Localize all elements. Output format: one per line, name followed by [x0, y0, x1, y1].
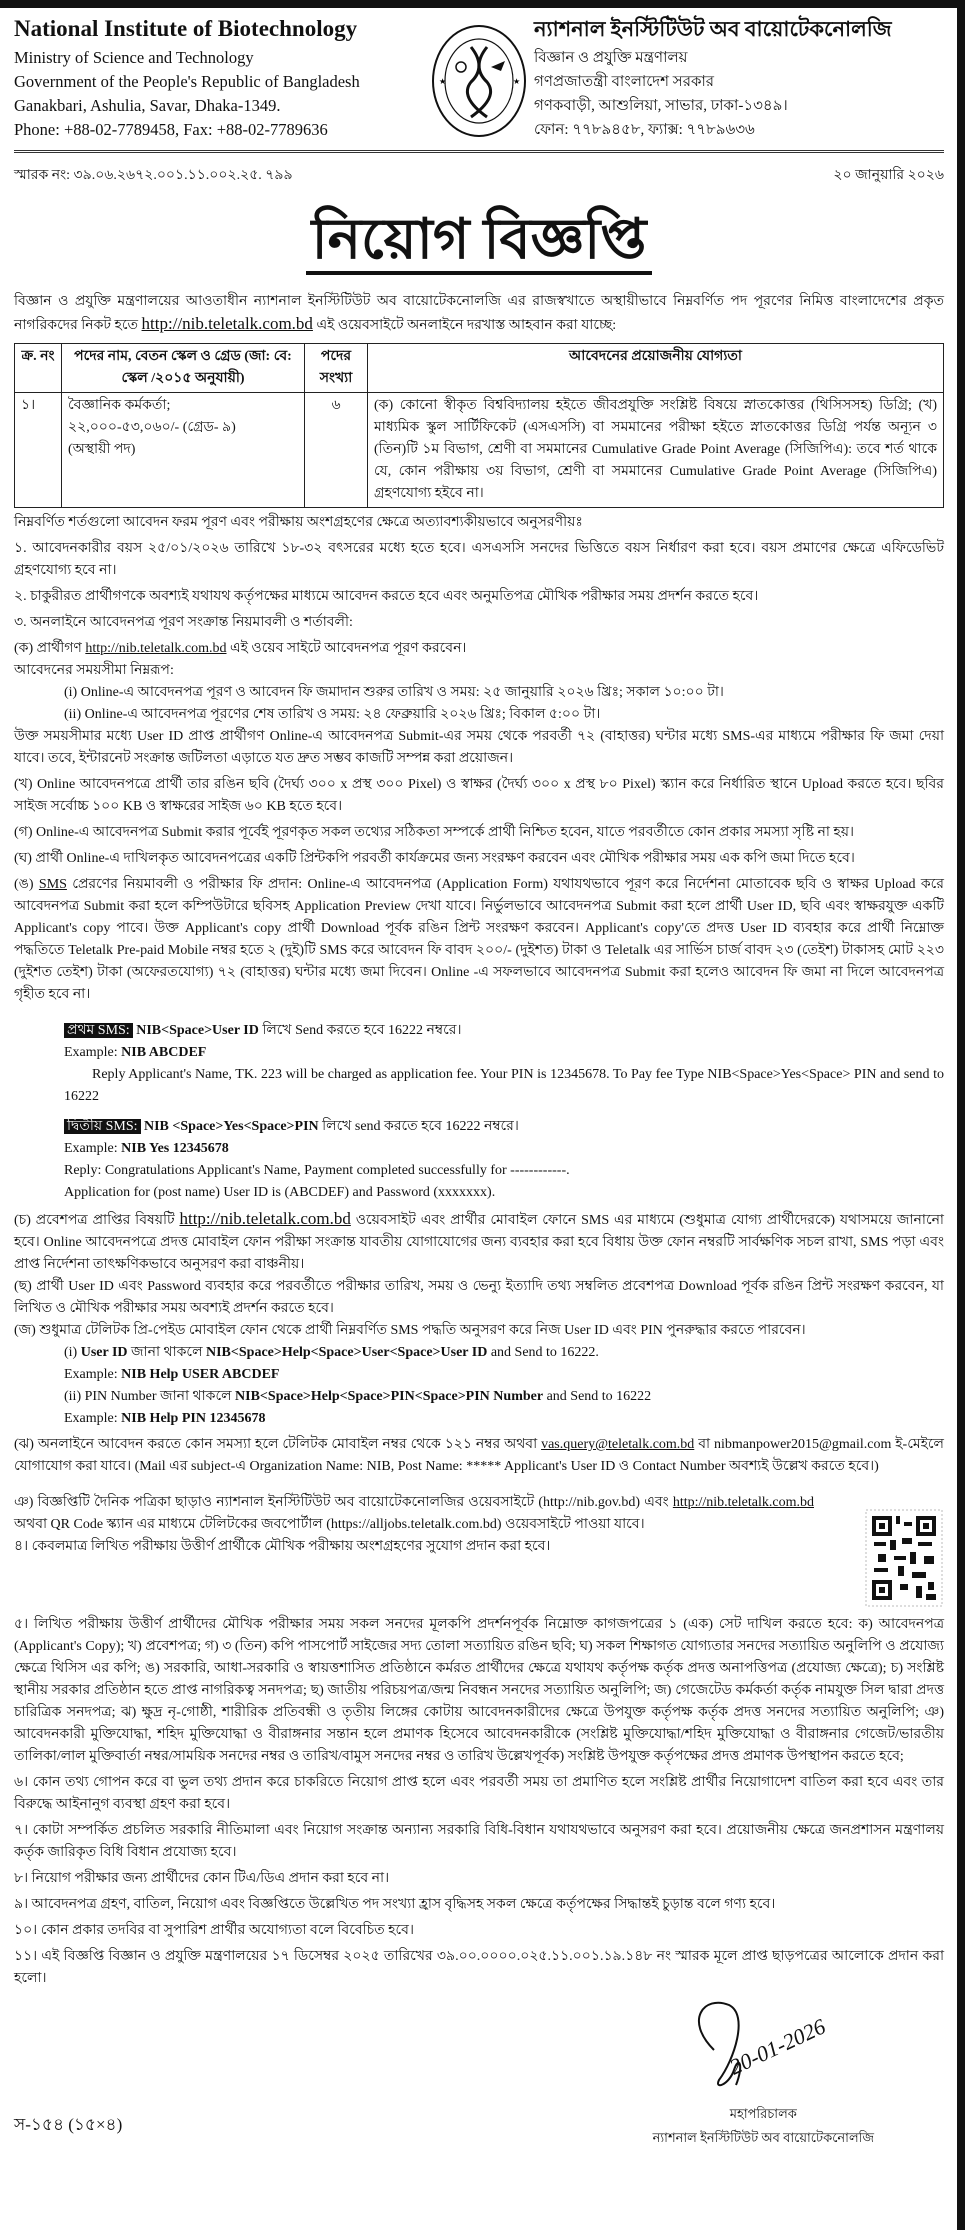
signatory-designation: মহাপরিচালক: [729, 2106, 797, 2121]
post-scale: ২২,০০০-৫৩,০৬০/- (গ্রেড- ৯): [68, 420, 236, 435]
intro-paragraph: [14, 291, 944, 337]
second-sms-reply: Reply: Congratulations Applicant's Name, Payment completed successfully for ------------.: [64, 1163, 570, 1178]
signature-date: 20-01-2026: [725, 2013, 830, 2080]
col-post: পদের নাম, বেতন স্কেল ও গ্রেড (জা: বে: স্কেল /২০১৫ অনুযায়ী): [62, 344, 305, 393]
qr-section: [14, 1492, 944, 1614]
condition-11: ১১। এই বিজ্ঞপ্তি বিজ্ঞান ও প্রযুক্তি মন্ত্রণালয়ের ১৭ ডিসেম্বর ২০২৫ তারিখের ৩৯.০০.০০০০.০২৫.১১.০০১.১৯.১৪৮ নং স্মারক মূলে প্রাপ্ত ছাড়পত্রের আলোকে প্রদান করা হলো।: [14, 1949, 944, 1986]
condition-3j: [14, 1492, 814, 1536]
nib-logo-seal: [429, 22, 529, 140]
org-name-bn: ন্যাশনাল ইনস্টিটিউট অব বায়োটেকনোলজি: [534, 17, 892, 41]
scan-border-top: [0, 0, 965, 8]
help-i-prefix: (i): [64, 1345, 81, 1360]
first-sms-command: NIB<Space>User ID: [132, 1023, 259, 1038]
c3i-text: (ঝ) অনলাইনে আবেদন করতে কোন সমস্যা হলে টেলিটক মোবাইল নম্বর থেকে ১২১ নম্বর অথবা: [14, 1437, 542, 1452]
cell-count: ৬: [305, 393, 368, 508]
example-label: Example:: [64, 1411, 122, 1426]
help-i-suffix: and Send to 16222.: [487, 1345, 599, 1360]
col-qualification: আবেদনের প্রয়োজনীয় যোগ্যতা: [368, 344, 944, 393]
condition-3f: [14, 1208, 944, 1276]
intro-text-end: এই ওয়েবসাইটে অনলাইনে দরখাস্ত আহবান করা যাচ্ছে:: [312, 318, 617, 333]
table-row: [15, 393, 944, 508]
first-sms-text: লিখে Send করতে হবে 16222 নম্বরে।: [258, 1023, 462, 1038]
deadline-start: (i) Online-এ আবেদনপত্র পূরণ ও আবেদন ফি জমাদান শুরুর তারিখ ও সময়: ২৫ জানুয়ারি ২০২৬ খ্রিঃ; সকাল ১০:০০ টা।: [64, 685, 724, 700]
help-example-1-value: NIB Help USER ABCDEF: [121, 1367, 280, 1382]
first-sms-reply: Reply Applicant's Name, TK. 223 will be charged as application fee. Your PIN is 12345678. To Pay fee Type NIB<Space>Yes<Space> PIN and send to 16222: [64, 1067, 944, 1104]
example-label: Example:: [64, 1141, 122, 1156]
ministry-en: Ministry of Science and Technology: [14, 48, 254, 67]
government-bn: গণপ্রজাতন্ত্রী বাংলাদেশ সরকার: [534, 74, 715, 90]
memo-number: স্মারক নং: ৩৯.০৬.২৬৭২.০০১.১১.০০২.২৫. ৭৯৯: [14, 168, 293, 183]
condition-2: ২. চাকুরীরত প্রার্থীগণকে অবশ্যই যথাযথ কর্তৃপক্ষের মাধ্যমে আবেদন করতে হবে এবং অনুমতিপত্র মৌখিক পরীক্ষার সময় প্রদর্শন করতে হবে।: [14, 589, 759, 604]
sms-first-block: [14, 1020, 944, 1108]
c3e-prefix: (ঙ): [14, 877, 39, 892]
condition-4: ৪। কেবলমাত্র লিখিত পরীক্ষায় উত্তীর্ণ প্রার্থীকে মৌখিক পরীক্ষায় অংশগ্রহণের সুযোগ প্রদান করা হবে।: [14, 1539, 551, 1554]
second-sms-reply-credentials: Application for (post name) User ID is (ABCDEF) and Password (xxxxxxx).: [64, 1185, 496, 1200]
scan-border-right: [957, 0, 965, 2230]
header-divider: [14, 150, 944, 153]
c3f-text: (চ) প্রবেশপত্র প্রাপ্তির বিষয়টি: [14, 1213, 180, 1228]
condition-3i: [14, 1434, 944, 1478]
org-name-en: National Institute of Biotechnology: [14, 16, 358, 41]
example-label: Example:: [64, 1367, 122, 1382]
first-sms-tag: প্রথম SMS:: [64, 1023, 133, 1038]
help-ii-suffix: and Send to 16222: [543, 1389, 652, 1404]
job-circular: [14, 14, 945, 2145]
help-ii-command: NIB<Space>Help<Space>PIN<Space>PIN Number: [235, 1389, 544, 1404]
help-i-mid: জানা থাকলে: [127, 1345, 206, 1360]
c3a-text: (ক) প্রার্থীগণ: [14, 641, 86, 656]
teletalk-link[interactable]: http://nib.teletalk.com.bd: [85, 641, 227, 656]
cell-post: [62, 393, 305, 508]
help-user-id: [14, 1342, 944, 1364]
footer-code: স-১৫৪ (১৫×৪): [14, 2115, 123, 2134]
intro-text: বিজ্ঞান ও প্রযুক্তি মন্ত্রণালয়ের আওতাধীন ন্যাশনাল ইনস্টিটিউট অব বায়োটেকনোলজি এর রাজস্বখাতে অস্থায়ীভাবে নিম্নবর্ণিত পদ পূরণের নিমিত্ত বাংলাদেশের প্রকৃত নাগরিকদের নিকট হতে: [14, 294, 944, 333]
second-sms-tag: দ্বিতীয় SMS:: [64, 1119, 141, 1134]
help-i-command: NIB<Space>Help<Space>User<Space>User ID: [206, 1345, 488, 1360]
conditions-intro: নিম্নবর্ণিত শর্তগুলো আবেদন ফরম পূরণ এবং পরীক্ষায় অংশগ্রহণের ক্ষেত্রে অত্যাবশ্যকীয়ভাবে অনুসরণীয়ঃ: [14, 515, 583, 530]
page-title: নিয়োগ বিজ্ঞপ্তি: [306, 209, 653, 275]
condition-5: ৫। লিখিত পরীক্ষায় উত্তীর্ণ প্রার্থীদের মৌখিক পরীক্ষার সময় সকল সনদের মূলকপি প্রদর্শনপূর্বক নিম্নোক্ত কাগজপত্রের ১ (এক) সেট দাখিল করতে হবে: ক) আবেদনপত্র (Applicant's Copy); খ) প্রবেশপত্র; গ) ৩ (তিন) কপি পাসপোর্ট সাইজের সদ্য তোলা সত্যায়িত রঙিন ছবি; ঘ) সকল শিক্ষাগত যোগ্যতার সনদের সত্যায়িত অনুলিপি ও প্রযোজ্য ক্ষেত্রে থিসিস এর কপি; ঙ) সরকারি, আধা-সরকারি ও স্বায়ত্তশাসিত প্রতিষ্ঠানে কর্মরত প্রার্থীদের ক্ষেত্রে যথাযথ কর্তৃপক্ষ কর্তৃক প্রদত্ত অনাপত্তিপত্র (প্রযোজ্য ক্ষেত্রে); চ) সংশ্লিষ্ট স্থানীয় সরকার প্রতিষ্ঠান হতে প্রাপ্ত নাগরিকত্ব সনদপত্র; ছ) জাতীয় পরিচয়পত্র/জন্ম নিবন্ধন সনদের সত্যায়িত অনুলিপি; জ) গেজেটেড কর্মকর্তা কর্তৃক নামযুক্ত সিল দ্বারা প্রদত্ত চারিত্রিক সনদপত্র; ঝ) ক্ষুদ্র নৃ-গোষ্ঠী, শারীরিক প্রতিবন্ধী ও তৃতীয় লিঙ্গের কোটায় আবেদনকারীদের ক্ষেত্রে উপযুক্ত কর্তৃপক্ষ কর্তৃক প্রদত্ত সনদের সত্যায়িত অনুলিপি; ঞ) আবেদনকারী মুক্তিযোদ্ধা, শহিদ মুক্তিযোদ্ধা ও বীরাঙ্গনার সন্তান হলে প্রমাণক হিসেবে আবেদনকারীকে (সংশ্লিষ্ট মুক্তিযোদ্ধা/শহিদ মুক্তিযোদ্ধা ও বীরাঙ্গনার গেজেট/ভারতীয় তালিকা/লাল মুক্তিবার্তা নম্বর/সাময়িক সনদের নম্বর ও তারিখ/বামুস সনদের নম্বর ও তারিখ উল্লেখপূর্বক) সংশ্লিষ্ট উপযুক্ত কর্তৃপক্ষের প্রদত্ত প্রমাণক উপস্থাপন করতে হবে;: [14, 1617, 944, 1764]
memo-row: [14, 159, 944, 191]
table-header-row: [15, 344, 944, 393]
memo-date: ২০ জানুয়ারি ২০২৬: [833, 168, 944, 183]
vas-query-email-link[interactable]: vas.query@teletalk.com.bd: [541, 1437, 695, 1452]
deadline-label: আবেদনের সময়সীমা নিম্নরূপ:: [14, 663, 174, 678]
post-type: (অস্থায়ী পদ): [68, 442, 136, 457]
first-sms-example: NIB ABCDEF: [121, 1045, 207, 1060]
svg-text:★: ★: [439, 77, 447, 86]
c3a-text-end: এই ওয়েব সাইটে আবেদনপত্র পূরণ করবেন।: [226, 641, 467, 656]
c3f-text-end: ওয়েবসাইট এবং প্রার্থীর মোবাইল ফোনে SMS এর মাধ্যমে (শুধুমাত্র যোগ্য প্রার্থীদেরকে) যথাসময়ে জানানো হবে। Online আবেদনপত্রে প্রদত্ত মোবাইল ফোন পরীক্ষা সংক্রান্ত যাবতীয় যোগাযোগের জন্য ব্যবহার করা হবে বিধায় উক্ত ফোন নম্বরটি সার্বক্ষণিক সচল রাখা, SMS পড়া এবং প্রাপ্ত নির্দেশনা তাৎক্ষণিকভাবে অনুসরণ করা বাঞ্চনীয়।: [14, 1213, 944, 1272]
condition-9: ৯। আবেদনপত্র গ্রহণ, বাতিল, নিয়োগ এবং বিজ্ঞপ্তিতে উল্লেখিত পদ সংখ্যা হ্রাস বৃদ্ধিসহ সকল ক্ষেত্রে কর্তৃপক্ষের সিদ্ধান্তই চুড়ান্ত বলে গণ্য হবে।: [14, 1897, 776, 1912]
teletalk-link[interactable]: http://nib.teletalk.com.bd: [179, 1209, 351, 1228]
address-bn: গণকবাড়ী, আশুলিয়া, সাভার, ঢাকা-১৩৪৯।: [534, 98, 788, 114]
c3j-text: ঞ) বিজ্ঞপ্তিটি দৈনিক পত্রিকা ছাড়াও ন্যাশনাল ইনস্টিটিউট অব বায়োটেকনোলজির ওয়েবসাইটে (http://nib.gov.bd) এবং: [14, 1495, 673, 1510]
phone-en: Phone: +88-02-7789458, Fax: +88-02-7789636: [14, 120, 328, 139]
condition-3h: (জ) শুধুমাত্র টেলিটক প্রি-পেইড মোবাইল ফোন থেকে প্রার্থী নিম্নবর্ণিত SMS পদ্ধতি অনুসরণ করে নিজ User ID এবং PIN পুনরুদ্ধার করতে পারবেন।: [14, 1323, 806, 1338]
handwritten-signature: [674, 1990, 854, 2100]
ministry-bn: বিজ্ঞান ও প্রযুক্তি মন্ত্রণালয়: [534, 50, 688, 66]
help-example-2-value: NIB Help PIN 12345678: [121, 1411, 266, 1426]
example-label: Example:: [64, 1045, 122, 1060]
c3i-text-end: বা nibmanpower2015@gmail.com ই-মেইলে যোগাযোগ করা যাবে। (Mail এর subject-এ Organization Name: NIB, Post Name: ***** Applicant's User ID ও Contact Number অবশ্যই উল্লেখ করতে হবে।): [14, 1437, 944, 1474]
qr-code-icon[interactable]: [864, 1502, 944, 1614]
condition-10: ১০। কোন প্রকার তদবির বা সুপারিশ প্রার্থীর অযোগ্যতা বলে বিবেচিত হবে।: [14, 1923, 414, 1938]
letterhead: [14, 14, 944, 146]
post-name: বৈজ্ঞানিক কর্মকর্তা;: [68, 398, 171, 413]
cell-serial: ১।: [15, 393, 62, 508]
second-sms-example: NIB Yes 12345678: [121, 1141, 229, 1156]
help-pin: [14, 1386, 944, 1408]
sms-second-block: [14, 1116, 944, 1204]
government-en: Government of the People's Republic of Bangladesh: [14, 72, 360, 91]
condition-3e: [14, 874, 944, 1006]
fee-note: উক্ত সময়সীমার মধ্যে User ID প্রাপ্ত প্রার্থীগণ Online-এ আবেদনপত্র Submit-এর সময় থেকে পরবর্তী ৭২ (বাহাত্তর) ঘন্টার মধ্যে SMS-এর মাধ্যমে পরীক্ষার ফি জমা দেয়া যাবে। তবে, ইন্টারনেট সংক্রান্ত জটিলতা এড়াতে যত দ্রুত সম্ভব কাজটি সম্পন্ন করা প্রয়োজন।: [14, 729, 944, 766]
letterhead-bangla: [534, 14, 944, 142]
col-count: পদের সংখ্যা: [305, 344, 368, 393]
teletalk-link[interactable]: http://nib.teletalk.com.bd: [672, 1495, 814, 1510]
col-serial: ক্র. নং: [15, 344, 62, 393]
address-en: Ganakbari, Ashulia, Savar, Dhaka-1349.: [14, 96, 281, 115]
cell-qualification: (ক) কোনো স্বীকৃত বিশ্ববিদ্যালয় হইতে জীবপ্রযুক্তি সংশ্লিষ্ট বিষয়ে স্নাতকোত্তর (থিসিসসহ) ডিগ্রি; (খ) মাধ্যমিক স্কুল সার্টিফিকেট (এসএসসি) বা সমমানের পরীক্ষা হইতে স্নাতকোত্তর ডিগ্রি পর্যন্ত অন্যূন ৩ (তিন)টি ১ম বিভাগ, শ্রেণী বা সমমানের Cumulative Grade Point Average (সিজিপিএ): তবে শর্ত থাকে যে, কোন পরীক্ষায় ৩য় বিভাগ, শ্রেণী বা সমমানের Cumulative Grade Point Average (সিজিপিএ) গ্রহণযোগ্য হইবে না।: [368, 393, 944, 508]
second-sms-text: লিখে send করতে হবে 16222 নম্বরে।: [318, 1119, 519, 1134]
condition-6: ৬। কোন তথ্য গোপন করে বা ভুল তথ্য প্রদান করে চাকরিতে নিয়োগ প্রাপ্ত হলে এবং পরবর্তী সময় তা প্রমাণিত হলে সংশ্লিষ্ট প্রার্থীর নিয়োগাদেশ বাতিল করা হবে এবং তার বিরুদ্ধে আইনানুগ ব্যবস্থা গ্রহণ করা হবে।: [14, 1775, 944, 1812]
help-example-1: [14, 1364, 944, 1386]
condition-3d: (ঘ) প্রার্থী Online-এ দাখিলকৃত আবেদনপত্রের একটি প্রিন্টকপি পরবর্তী কার্যক্রমের জন্য সংরক্ষণ করবেন এবং মৌখিক পরীক্ষার সময় এক কপি জমা দিতে হবে।: [14, 851, 855, 866]
deadline-end: (ii) Online-এ আবেদনপত্র পূরণের শেষ তারিখ ও সময়: ২৪ ফেব্রুয়ারি ২০২৬ খ্রিঃ; বিকাল ৫:০০ টা।: [64, 707, 601, 722]
sms-heading: SMS: [38, 877, 67, 892]
phone-bn: ফোন: ৭৭৮৯৪৫৮, ফ্যাক্স: ৭৭৮৯৬৩৬: [534, 122, 755, 138]
signatory: [653, 2102, 874, 2150]
svg-text:★: ★: [513, 77, 521, 86]
vacancy-table: [14, 343, 944, 508]
condition-7: ৭। কোটা সম্পর্কিত প্রচলিত সরকারি নীতিমালা এবং নিয়োগ সংক্রান্ত অন্যান্য সরকারি বিধি-বিধান যথাযথভাবে অনুসরণ করা হবে। প্রয়োজনীয় ক্ষেত্রে জনপ্রশাসন মন্ত্রণালয় কর্তৃক জারিকৃত বিধি বিধান প্রযোজ্য হবে।: [14, 1823, 944, 1860]
signatory-org: ন্যাশনাল ইনস্টিটিউট অব বায়োটেকনোলজি: [652, 2130, 874, 2145]
c3j-text-end: অথবা QR Code স্ক্যান এর মাধ্যমে টেলিটকের জবপোর্টাল (https://alljobs.teletalk.com.bd) ওয়েবসাইটে পাওয়া যাবে।: [14, 1517, 645, 1532]
condition-3: ৩. অনলাইনে আবেদনপত্র পূরণ সংক্রান্ত নিয়মাবলী ও শর্তাবলী:: [14, 615, 353, 630]
condition-3c: (গ) Online-এ আবেদনপত্র Submit করার পূর্বেই পূরণকৃত সকল তথ্যের সঠিকতা সম্পর্কে প্রার্থী নিশ্চিত হবেন, যাতে পরবর্তীতে কোন প্রকার সমস্যা সৃষ্টি না হয়।: [14, 825, 854, 840]
help-example-2: [14, 1408, 944, 1430]
second-sms-command: NIB <Space>Yes<Space>PIN: [140, 1119, 319, 1134]
condition-3g: (ছ) প্রার্থী User ID এবং Password ব্যবহার করে পরবর্তীতে পরীক্ষার তারিখ, সময় ও ভেন্যু ইত্যাদি তথ্য সম্বলিত প্রবেশপত্র Download পূর্বক রঙিন প্রিন্ট সংরক্ষণ করবেন, যা লিখিত ও মৌখিক পরীক্ষার সময় অবশ্যই প্রদর্শন করতে হবে।: [14, 1279, 944, 1316]
help-ii-prefix: (ii) PIN Number জানা থাকলে: [64, 1389, 236, 1404]
help-i-userid: User ID: [80, 1345, 128, 1360]
teletalk-link[interactable]: http://nib.teletalk.com.bd: [141, 314, 313, 333]
signature-block: [14, 1990, 944, 2145]
letterhead-english: [14, 14, 424, 142]
condition-3b: (খ) Online আবেদনপত্রে প্রার্থী তার রঙিন ছবি (দৈর্ঘ্য ৩০০ x প্রস্থ ৩০০ Pixel) ও স্বাক্ষর (দৈর্ঘ্য ৩০০ x প্রস্থ ৮০ Pixel) স্ক্যান করে নির্ধারিত স্থানে Upload করতে হবে। ছবির সাইজ সর্বোচ্চ ১০০ KB ও স্বাক্ষরের সাইজ ৬০ KB হতে হবে।: [14, 777, 944, 814]
condition-3a: [14, 638, 944, 660]
c3e-text: প্রেরণের নিয়মাবলী ও পরীক্ষার ফি প্রদান: Online-এ আবেদনপত্র (Application Form) যথাযথভাবে পূরণ করে নির্দেশনা মোতাবেক ছবি ও স্বাক্ষর Upload করে আবেদনপত্র Submit করা হলে কম্পিউটারে ছবিসহ Application Preview দেখা যাবে। নির্ভুলভাবে আবেদনপত্র Submit করা হলে প্রার্থী User ID, ছবি এবং স্বাক্ষরযুক্ত একটি Applicant's copy পাবে। উক্ত Applicant's copy প্রার্থী Download পূর্বক রঙিন প্রিন্ট সংরক্ষণ করবেন। Applicant's copy'তে প্রদত্ত User ID ব্যবহার করে প্রার্থী নিম্নোক্ত পদ্ধতিতে Teletalk Pre-paid Mobile নম্বর হতে ২ (দুই)টি SMS করে আবেদন ফি বাবদ ২০০/- (দুইশত) টাকা ও Teletalk এর সার্ভিস চার্জ বাবদ ২৩ (তেইশ) টাকাসহ মোট ২২৩ (দুইশত তেইশ) টাকা (অফেরতযোগ্য) ৭২ (বাহাত্তর) ঘন্টার মধ্যে জমা দিবেন। Online -এ সফলভাবে আবেদনপত্র Submit করা হলেও আবেদন ফি জমা না দিলে আবেদনপত্র গৃহীত হবে না।: [14, 877, 945, 1002]
condition-1: ১. আবেদনকারীর বয়স ২৫/০১/২০২৬ তারিখে ১৮-৩২ বৎসরের মধ্যে হতে হবে। এসএসসি সনদের ভিত্তিতে বয়স নির্ধারণ করা হবে। বয়স প্রমাণের ক্ষেত্রে এফিডেভিট গ্রহণযোগ্য হবে না।: [14, 541, 944, 578]
condition-8: ৮। নিয়োগ পরীক্ষার জন্য প্রার্থীদের কোন টিএ/ডিএ প্রদান করা হবে না।: [14, 1871, 390, 1886]
